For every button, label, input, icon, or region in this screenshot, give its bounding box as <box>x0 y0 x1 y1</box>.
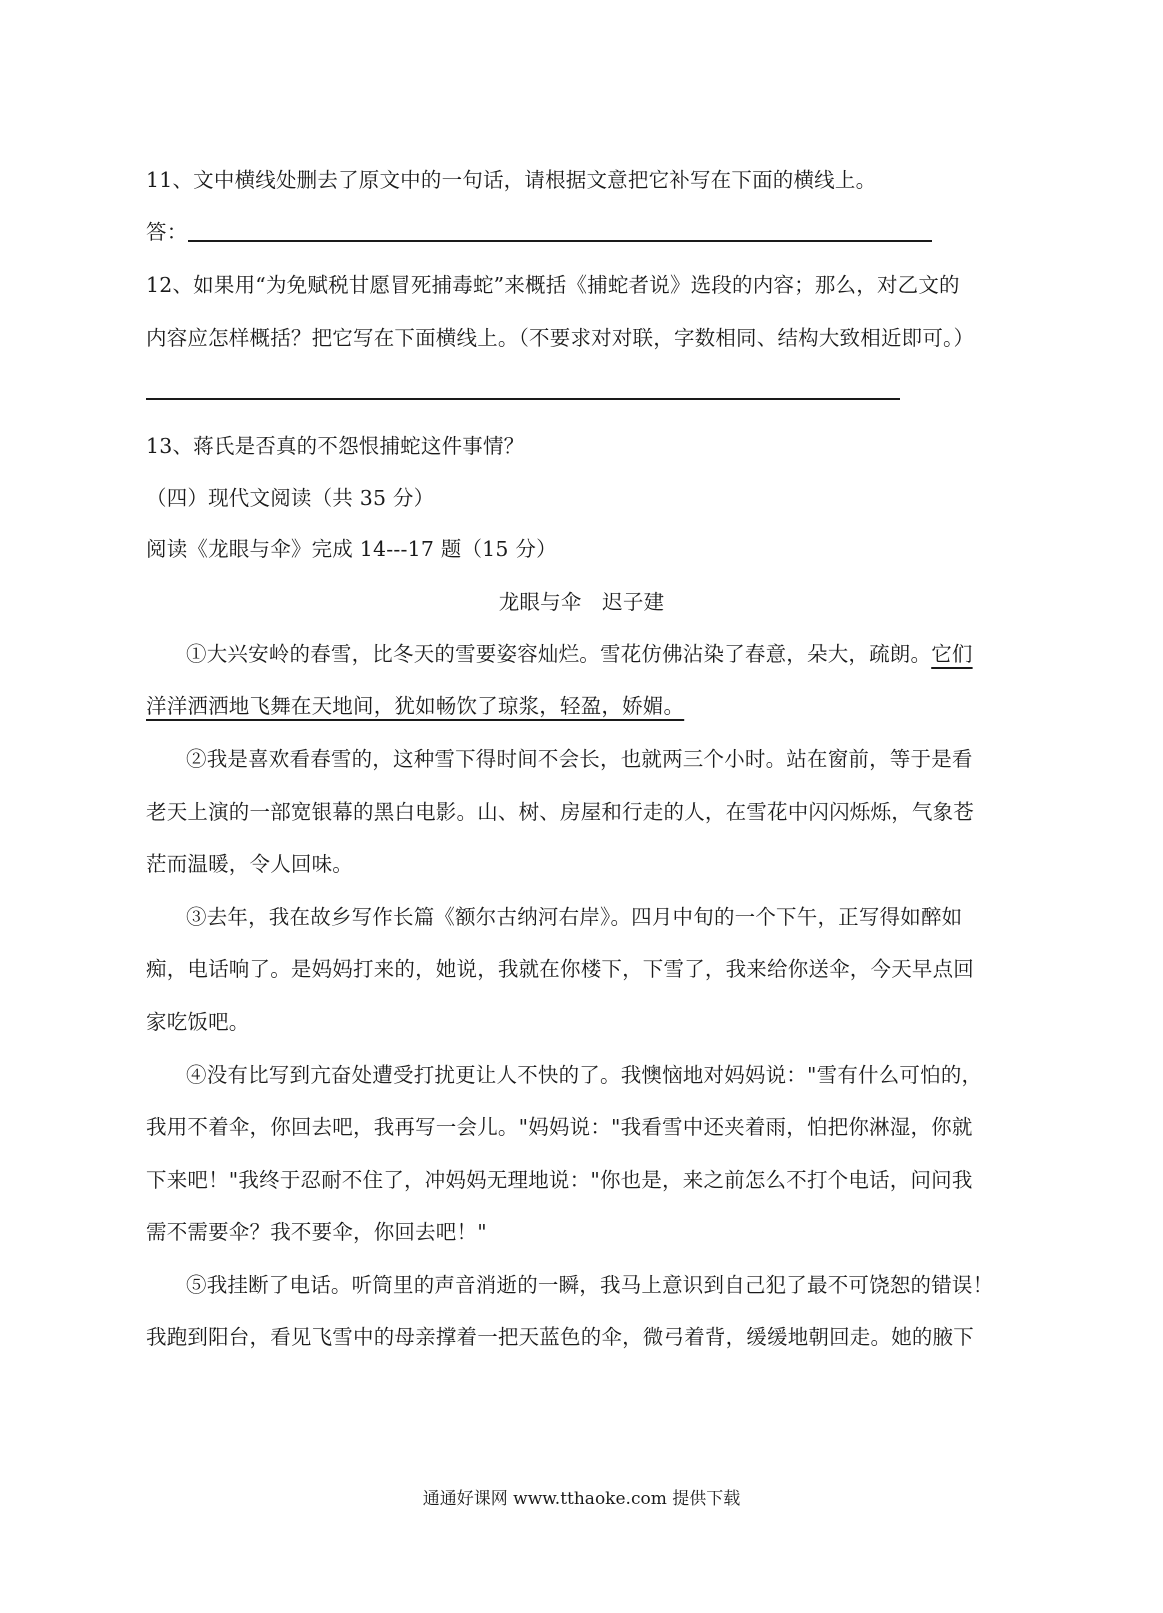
answer-line-12 <box>146 398 900 400</box>
paragraph-1-line-2 <box>146 692 996 720</box>
underlined-sentence-start: 它们 <box>931 642 973 666</box>
paragraph-4-line-3: 下来吧！"我终于忍耐不住了，冲妈妈无理地说："你也是，来之前怎么不打个电话，问问我 <box>146 1168 973 1192</box>
answer-line-11 <box>188 240 932 242</box>
paragraph-1-line-1 <box>186 640 996 668</box>
paragraph-5-line-2: 我跑到阳台，看见飞雪中的母亲撑着一把天蓝色的伞，微弓着背，缓缓地朝回走。她的腋下 <box>146 1325 974 1349</box>
paragraph-1-lead: ①大兴安岭的春雪，比冬天的雪要姿容灿烂。雪花仿佛沾染了春意，朵大，疏朗。 <box>186 642 932 666</box>
paragraph-5-line-1: ⑤我挂断了电话。听筒里的声音消逝的一瞬，我马上意识到自己犯了最不可饶恕的错误！ <box>186 1273 994 1297</box>
article-title: 龙眼与伞 迟子建 <box>498 590 665 614</box>
paragraph-4-line-1: ④没有比写到亢奋处遭受打扰更让人不快的了。我懊恼地对妈妈说："雪有什么可怕的， <box>186 1063 983 1087</box>
question-11-text: 11、文中横线处删去了原文中的一句话，请根据文意把它补写在下面的横线上。 <box>146 168 877 192</box>
paragraph-3-line-1: ③去年，我在故乡写作长篇《额尔古纳河右岸》。四月中旬的一个下午，正写得如醉如 <box>186 905 963 929</box>
underlined-sentence-cont: 洋洋洒洒地飞舞在天地间，犹如畅饮了琼浆，轻盈，娇媚。 <box>146 694 685 718</box>
paragraph-2-line-2: 老天上演的一部宽银幕的黑白电影。山、树、房屋和行走的人，在雪花中闪闪烁烁，气象苍 <box>146 800 974 824</box>
footer-source: 通通好课网 www.tthaoke.com 提供下载 <box>422 1489 741 1509</box>
paragraph-4-line-2: 我用不着伞，你回去吧，我再写一会儿。"妈妈说："我看雪中还夹着雨，怕把你淋湿，你就 <box>146 1115 973 1139</box>
question-12-line-2: 内容应怎样概括？把它写在下面横线上。（不要求对对联，字数相同、结构大致相近即可。） <box>146 326 975 350</box>
question-13-text: 13、蒋氏是否真的不怨恨捕蛇这件事情？ <box>146 434 525 458</box>
paragraph-4-line-4: 需不需要伞？我不要伞，你回去吧！" <box>146 1220 487 1244</box>
reading-instruction: 阅读《龙眼与伞》完成 14---17 题（15 分） <box>146 537 557 561</box>
paragraph-2-line-1: ②我是喜欢看春雪的，这种雪下得时间不会长，也就两三个小时。站在窗前，等于是看 <box>186 747 973 771</box>
section-4-heading: （四）现代文阅读（共 35 分） <box>146 486 435 510</box>
question-12-line-1: 12、如果用“为免赋税甘愿冒死捕毒蛇”来概括《捕蛇者说》选段的内容；那么，对乙文的 <box>146 273 960 297</box>
answer-label: 答： <box>146 220 188 244</box>
paragraph-3-line-2: 痴，电话响了。是妈妈打来的，她说，我就在你楼下，下雪了，我来给你送伞，今天早点回 <box>146 957 974 981</box>
paragraph-2-line-3: 茫而温暖，令人回味。 <box>146 852 353 876</box>
paragraph-3-line-3: 家吃饭吧。 <box>146 1010 250 1034</box>
